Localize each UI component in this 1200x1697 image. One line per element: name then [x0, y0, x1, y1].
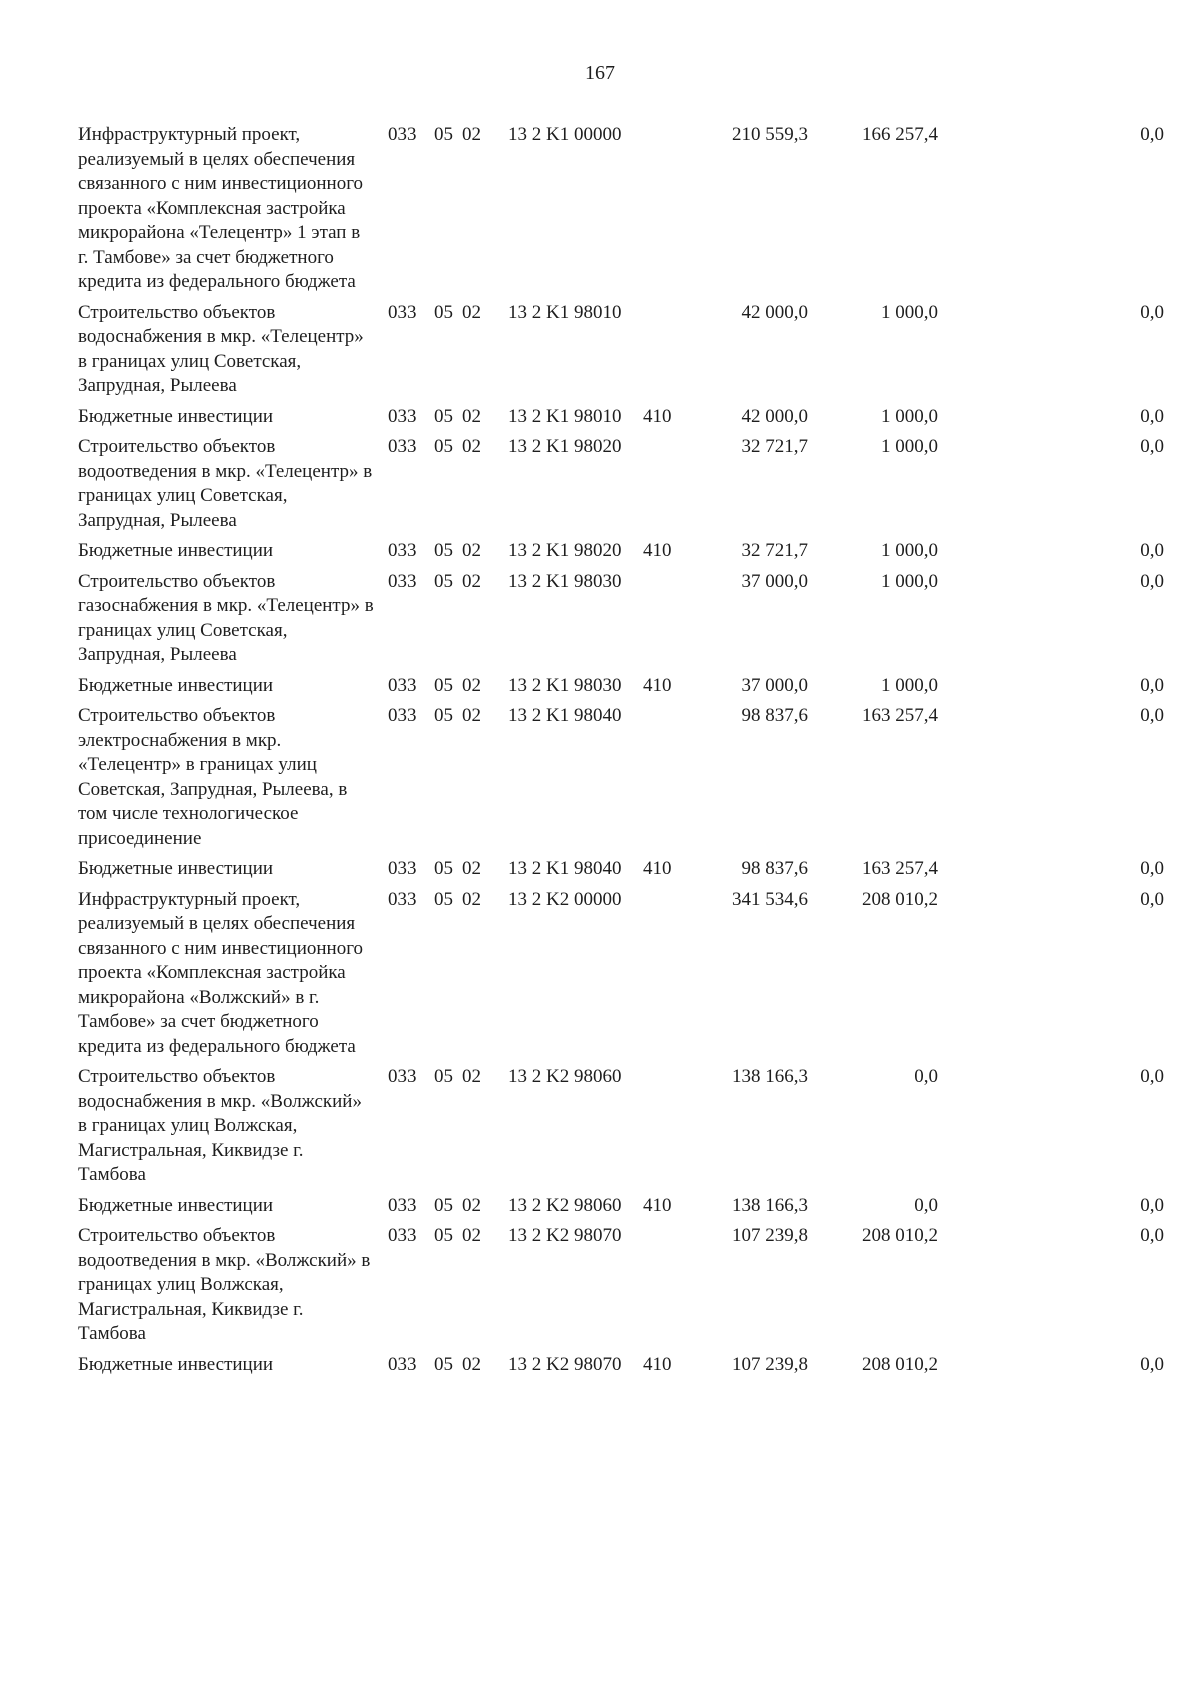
table-row — [78, 301, 1164, 405]
row-admin-code: 033 — [388, 436, 417, 457]
row-name: Строительство объектов водоотведения в мкр. «Телецентр» в границах улиц Советская, Запрудная, Рылеева — [78, 436, 373, 531]
row-section-code: 05 — [434, 858, 453, 879]
row-expense-type: 410 — [643, 1353, 672, 1375]
table-row — [78, 570, 1164, 674]
table-row — [78, 539, 1164, 570]
row-section-code: 05 — [434, 1066, 453, 1087]
row-amount-2: 1 000,0 — [881, 405, 938, 427]
row-subsection-code: 02 — [462, 301, 481, 323]
row-section-code: 05 — [434, 705, 453, 726]
row-section-code: 05 — [434, 405, 453, 427]
row-expense-type: 410 — [643, 405, 672, 427]
row-name: Бюджетные инвестиции — [78, 1194, 274, 1216]
row-amount-1: 138 166,3 — [732, 1194, 808, 1216]
row-section-code: 05 — [434, 540, 453, 561]
row-subsection-code: 02 — [462, 888, 481, 910]
row-admin-code: 033 — [388, 540, 417, 561]
table-row — [78, 857, 1164, 888]
row-target-code: 13 2 K1 98020 — [508, 436, 622, 457]
row-amount-1: 32 721,7 — [741, 540, 808, 561]
table-row — [78, 405, 1164, 436]
row-target-code: 13 2 K2 98060 — [508, 1194, 622, 1216]
row-subsection-code: 02 — [462, 705, 481, 726]
row-amount-2: 163 257,4 — [862, 705, 938, 726]
page-number: 167 — [585, 62, 615, 84]
row-amount-3: 0,0 — [1140, 858, 1164, 879]
row-name: Инфраструктурный проект, реализуемый в целях обеспечения связанного с ним инвестиционного проекта «Комплексная застройка микрорайона «Телецентр» 1 этап в г. Тамбове» за счет бюджетного кредита из федерального бюджета — [78, 124, 364, 292]
table-row — [78, 1353, 1164, 1384]
row-subsection-code: 02 — [462, 124, 481, 145]
row-subsection-code: 02 — [462, 570, 481, 592]
row-amount-1: 341 534,6 — [732, 888, 808, 910]
row-subsection-code: 02 — [462, 1194, 481, 1216]
row-amount-2: 1 000,0 — [881, 301, 938, 323]
row-amount-2: 208 010,2 — [862, 1353, 938, 1375]
row-amount-1: 98 837,6 — [741, 705, 808, 726]
row-target-code: 13 2 K2 98070 — [508, 1353, 622, 1375]
row-amount-1: 37 000,0 — [741, 674, 808, 696]
row-target-code: 13 2 K1 98040 — [508, 858, 622, 879]
table-row — [78, 674, 1164, 705]
row-target-code: 13 2 K1 98040 — [508, 705, 622, 726]
row-amount-1: 32 721,7 — [741, 436, 808, 457]
row-section-code: 05 — [434, 674, 453, 696]
row-name: Строительство объектов электроснабжения в мкр. «Телецентр» в границах улиц Советская, Запрудная, Рылеева, в том числе технологическое присоединение — [78, 705, 348, 849]
row-amount-1: 210 559,3 — [732, 124, 808, 145]
row-expense-type: 410 — [643, 858, 672, 879]
row-amount-2: 1 000,0 — [881, 570, 938, 592]
row-amount-1: 107 239,8 — [732, 1225, 808, 1246]
row-amount-3: 0,0 — [1140, 124, 1164, 145]
table-row — [78, 123, 1164, 301]
row-amount-2: 1 000,0 — [881, 540, 938, 561]
row-expense-type: 410 — [643, 674, 672, 696]
row-section-code: 05 — [434, 1194, 453, 1216]
row-amount-3: 0,0 — [1140, 674, 1164, 696]
row-subsection-code: 02 — [462, 1066, 481, 1087]
row-expense-type: 410 — [643, 1194, 672, 1216]
table-row — [78, 435, 1164, 539]
row-subsection-code: 02 — [462, 1353, 481, 1375]
row-subsection-code: 02 — [462, 858, 481, 879]
row-target-code: 13 2 K1 98020 — [508, 540, 622, 561]
row-amount-3: 0,0 — [1140, 540, 1164, 561]
row-name: Строительство объектов водоотведения в мкр. «Волжский» в границах улиц Волжская, Магистральная, Киквидзе г. Тамбова — [78, 1225, 371, 1344]
row-subsection-code: 02 — [462, 674, 481, 696]
row-amount-2: 0,0 — [914, 1194, 938, 1216]
row-section-code: 05 — [434, 436, 453, 457]
row-amount-1: 98 837,6 — [741, 858, 808, 879]
row-subsection-code: 02 — [462, 436, 481, 457]
row-amount-3: 0,0 — [1140, 1194, 1164, 1216]
table-row — [78, 1065, 1164, 1194]
row-amount-2: 208 010,2 — [862, 1225, 938, 1246]
row-amount-3: 0,0 — [1140, 888, 1164, 910]
row-amount-2: 0,0 — [914, 1066, 938, 1087]
row-admin-code: 033 — [388, 1194, 417, 1216]
row-section-code: 05 — [434, 888, 453, 910]
row-section-code: 05 — [434, 124, 453, 145]
row-section-code: 05 — [434, 570, 453, 592]
row-amount-2: 208 010,2 — [862, 888, 938, 910]
row-target-code: 13 2 K1 98010 — [508, 301, 622, 323]
row-name: Бюджетные инвестиции — [78, 405, 274, 427]
row-amount-1: 107 239,8 — [732, 1353, 808, 1375]
row-name: Бюджетные инвестиции — [78, 674, 274, 696]
row-admin-code: 033 — [388, 1353, 417, 1375]
row-section-code: 05 — [434, 1225, 453, 1246]
row-amount-2: 163 257,4 — [862, 858, 938, 879]
row-amount-3: 0,0 — [1140, 436, 1164, 457]
row-target-code: 13 2 K1 98030 — [508, 570, 622, 592]
row-admin-code: 033 — [388, 1066, 417, 1087]
row-name: Бюджетные инвестиции — [78, 858, 274, 879]
table-row — [78, 888, 1164, 1066]
row-target-code: 13 2 K2 98070 — [508, 1225, 622, 1246]
row-name: Инфраструктурный проект, реализуемый в целях обеспечения связанного с ним инвестиционного проекта «Комплексная застройка микрорайона «Волжский» в г. Тамбове» за счет бюджетного кредита из федерального бюджета — [78, 888, 364, 1057]
row-name: Строительство объектов водоснабжения в мкр. «Волжский» в границах улиц Волжская, Магистральная, Киквидзе г. Тамбова — [78, 1066, 362, 1185]
row-target-code: 13 2 K1 00000 — [508, 124, 622, 145]
row-amount-3: 0,0 — [1140, 405, 1164, 427]
row-section-code: 05 — [434, 1353, 453, 1375]
row-name: Бюджетные инвестиции — [78, 1353, 274, 1375]
row-amount-3: 0,0 — [1140, 705, 1164, 726]
row-amount-3: 0,0 — [1140, 1066, 1164, 1087]
row-amount-1: 37 000,0 — [741, 570, 808, 592]
row-amount-1: 42 000,0 — [741, 405, 808, 427]
row-admin-code: 033 — [388, 1225, 417, 1246]
row-admin-code: 033 — [388, 301, 417, 323]
row-name: Строительство объектов газоснабжения в мкр. «Телецентр» в границах улиц Советская, Запрудная, Рылеева — [78, 570, 374, 665]
table-row — [78, 1224, 1164, 1353]
row-amount-2: 166 257,4 — [862, 124, 938, 145]
row-amount-1: 138 166,3 — [732, 1066, 808, 1087]
row-amount-3: 0,0 — [1140, 301, 1164, 323]
row-amount-1: 42 000,0 — [741, 301, 808, 323]
row-amount-2: 1 000,0 — [881, 436, 938, 457]
row-amount-3: 0,0 — [1140, 570, 1164, 592]
table-row — [78, 1194, 1164, 1225]
row-admin-code: 033 — [388, 124, 417, 145]
row-admin-code: 033 — [388, 405, 417, 427]
row-subsection-code: 02 — [462, 540, 481, 561]
row-target-code: 13 2 K1 98010 — [508, 405, 622, 427]
budget-table — [78, 123, 1164, 1383]
row-subsection-code: 02 — [462, 405, 481, 427]
row-admin-code: 033 — [388, 888, 417, 910]
row-admin-code: 033 — [388, 674, 417, 696]
row-amount-3: 0,0 — [1140, 1225, 1164, 1246]
row-name: Строительство объектов водоснабжения в мкр. «Телецентр» в границах улиц Советская, Запрудная, Рылеева — [78, 301, 364, 396]
row-section-code: 05 — [434, 301, 453, 323]
row-amount-2: 1 000,0 — [881, 674, 938, 696]
row-admin-code: 033 — [388, 858, 417, 879]
row-amount-3: 0,0 — [1140, 1353, 1164, 1375]
row-expense-type: 410 — [643, 540, 672, 561]
row-target-code: 13 2 K2 00000 — [508, 888, 622, 910]
row-name: Бюджетные инвестиции — [78, 540, 274, 561]
row-subsection-code: 02 — [462, 1225, 481, 1246]
row-target-code: 13 2 K1 98030 — [508, 674, 622, 696]
row-admin-code: 033 — [388, 705, 417, 726]
row-target-code: 13 2 K2 98060 — [508, 1066, 622, 1087]
table-row — [78, 704, 1164, 857]
row-admin-code: 033 — [388, 570, 417, 592]
